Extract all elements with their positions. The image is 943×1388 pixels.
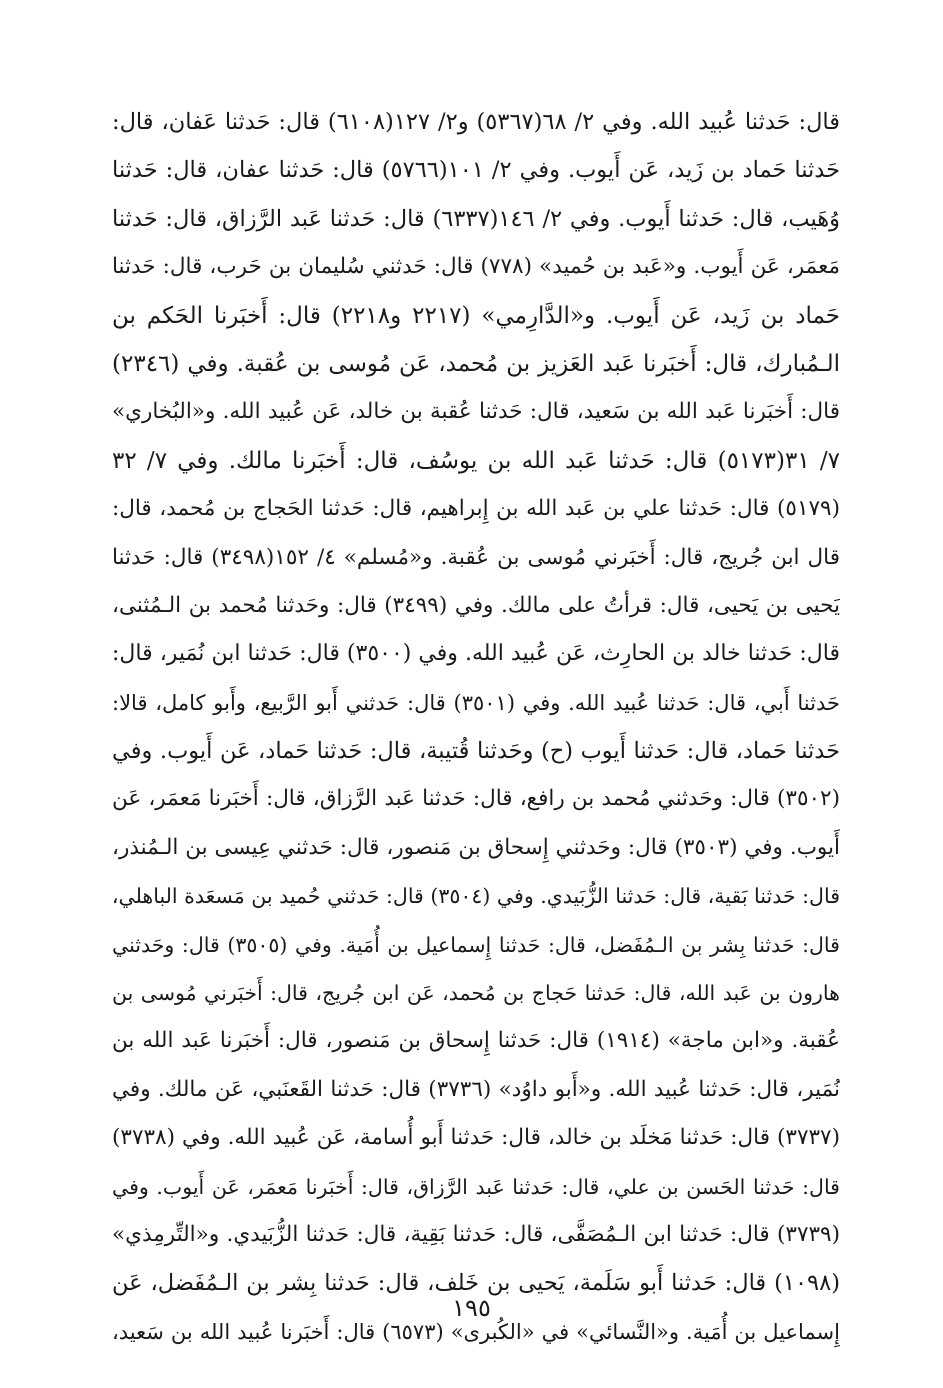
text-line: وُهَيب، قال: حَدثنا أَيوب. وفي ٢/ ١٤٦(٦٣٣٧) قال: حَدثنا عَبد الرَّزاق، قال: حَدثنا xyxy=(112,205,840,232)
page-number: ١٩٥ xyxy=(452,1294,491,1322)
text-line: الـمُبارك، قال: أَخبَرنا عَبد العَزيز بن مُحمد، عَن مُوسى بن عُقبة. وفي (٢٣٤٦) xyxy=(112,350,840,377)
text-line: عُقبة. و«ابن ماجة» (١٩١٤) قال: حَدثنا إِسحاق بن مَنصور، قال: أَخبَرنا عَبد الله بن xyxy=(112,1028,840,1054)
text-line: قال: حَدثنا خالد بن الحارِث، عَن عُبيد الله. وفي (٣٥٠٠) قال: حَدثنا ابن نُمَير، قال: xyxy=(112,641,840,667)
text-line: ٧/ ٣١(٥١٧٣) قال: حَدثنا عَبد الله بن يوسُف، قال: أَخبَرنا مالك. وفي ٧/ ٣٢ xyxy=(112,447,840,474)
text-line: قال: حَدثنا بَقية، قال: حَدثنا الزُّبَيدي. وفي (٣٥٠٤) قال: حَدثني حُميد بن مَسعَدة الباهلي، xyxy=(112,884,840,909)
text-line: قال: أَخبَرنا عَبد الله بن سَعيد، قال: حَدثنا عُقبة بن خالد، عَن عُبيد الله. و«البُخاري» xyxy=(112,399,840,425)
text-line: أَيوب. وفي (٣٥٠٣) قال: وحَدثني إِسحاق بن مَنصور، قال: حَدثني عِيسى بن الـمُنذر، xyxy=(112,834,840,860)
text-line: إِسماعيل بن أُمَية. و«النَّسائي» في «الكُبرى» (٦٥٧٣) قال: أَخبَرنا عُبيد الله بن سَعيد، xyxy=(112,1319,840,1344)
text-line: هارون بن عَبد الله، قال: حَدثنا حَجاج بن مُحمد، عَن ابن جُريج، قال: أَخبَرني مُوسى بن xyxy=(112,981,840,1006)
text-line: قال ابن جُريج، قال: أَخبَرني مُوسى بن عُقبة. و«مُسلم» ٤/ ١٥٢(٣٤٩٨) قال: حَدثنا xyxy=(112,544,840,570)
text-line: قال: حَدثنا عُبيد الله. وفي ٢/ ٦٨(٥٣٦٧) و٢/ ١٢٧(٦١٠٨) قال: حَدثنا عَفان، قال: xyxy=(112,109,840,135)
text-line: (٣٧٣٧) قال: حَدثنا مَخلَد بن خالد، قال: حَدثنا أَبو أُسامة، عَن عُبيد الله. وفي (٣٧٣٨) xyxy=(112,1125,840,1151)
text-line: حَدثنا حَماد بن زَيد، عَن أَيوب. وفي ٢/ ١٠١(٥٧٦٦) قال: حَدثنا عفان، قال: حَدثنا xyxy=(112,157,840,184)
text-line: حَماد بن زَيد، عَن أَيوب. و«الدَّارِمي» (٢٢١٧ و٢٢١٨) قال: أَخبَرنا الحَكم بن xyxy=(112,302,840,329)
text-line: نُمَير، قال: حَدثنا عُبيد الله. و«أَبو داوُد» (٣٧٣٦) قال: حَدثنا القَعنَبي، عَن مالك. وفي xyxy=(112,1076,840,1102)
text-line: (٣٧٣٩) قال: حَدثنا ابن الـمُصَفَّى، قال: حَدثنا بَقِية، قال: حَدثنا الزُّبَيدي. و«التِّرمِذي» xyxy=(112,1221,840,1247)
text-line: مَعمَر، عَن أَيوب. و«عَبد بن حُميد» (٧٧٨) قال: حَدثني سُليمان بن حَرب، قال: حَدثنا xyxy=(112,254,840,280)
text-line: حَدثنا حَماد، قال: حَدثنا أَيوب (ح) وحَدثنا قُتيبة، قال: حَدثنا حَماد، عَن أَيوب. وفي xyxy=(112,738,840,765)
text-line: حَدثنا أَبي، قال: حَدثنا عُبيد الله. وفي (٣٥٠١) قال: حَدثني أَبو الرَّبيع، وأَبو كامل، قالا: xyxy=(112,690,840,715)
page-body xyxy=(112,98,840,1356)
text-line: قال: حَدثنا الحَسن بن علي، قال: حَدثنا عَبد الرَّزاق، قال: أَخبَرنا مَعمَر، عَن أَيوب. وفي xyxy=(112,1174,840,1199)
text-line: (١٠٩٨) قال: حَدثنا أَبو سَلَمة، يَحيى بن خَلف، قال: حَدثنا بِشر بن الـمُفَضل، عَن xyxy=(112,1270,840,1297)
text-line: قال: حَدثنا بِشر بن الـمُفَضل، قال: حَدثنا إِسماعيل بن أُمَية. وفي (٣٥٠٥) قال: وحَدثني xyxy=(112,932,840,957)
text-line: (٣٥٠٢) قال: وحَدثني مُحمد بن رافع، قال: حَدثنا عَبد الرَّزاق، قال: أَخبَرنا مَعمَر، عَن xyxy=(112,786,840,812)
text-line: (٥١٧٩) قال: حَدثنا علي بن عَبد الله بن إِبراهيم، قال: حَدثنا الحَجاج بن مُحمد، قال: xyxy=(112,496,840,522)
text-line: يَحيى بن يَحيى، قال: قرأتُ على مالك. وفي (٣٤٩٩) قال: وحَدثنا مُحمد بن الـمُثنى، xyxy=(112,592,840,618)
